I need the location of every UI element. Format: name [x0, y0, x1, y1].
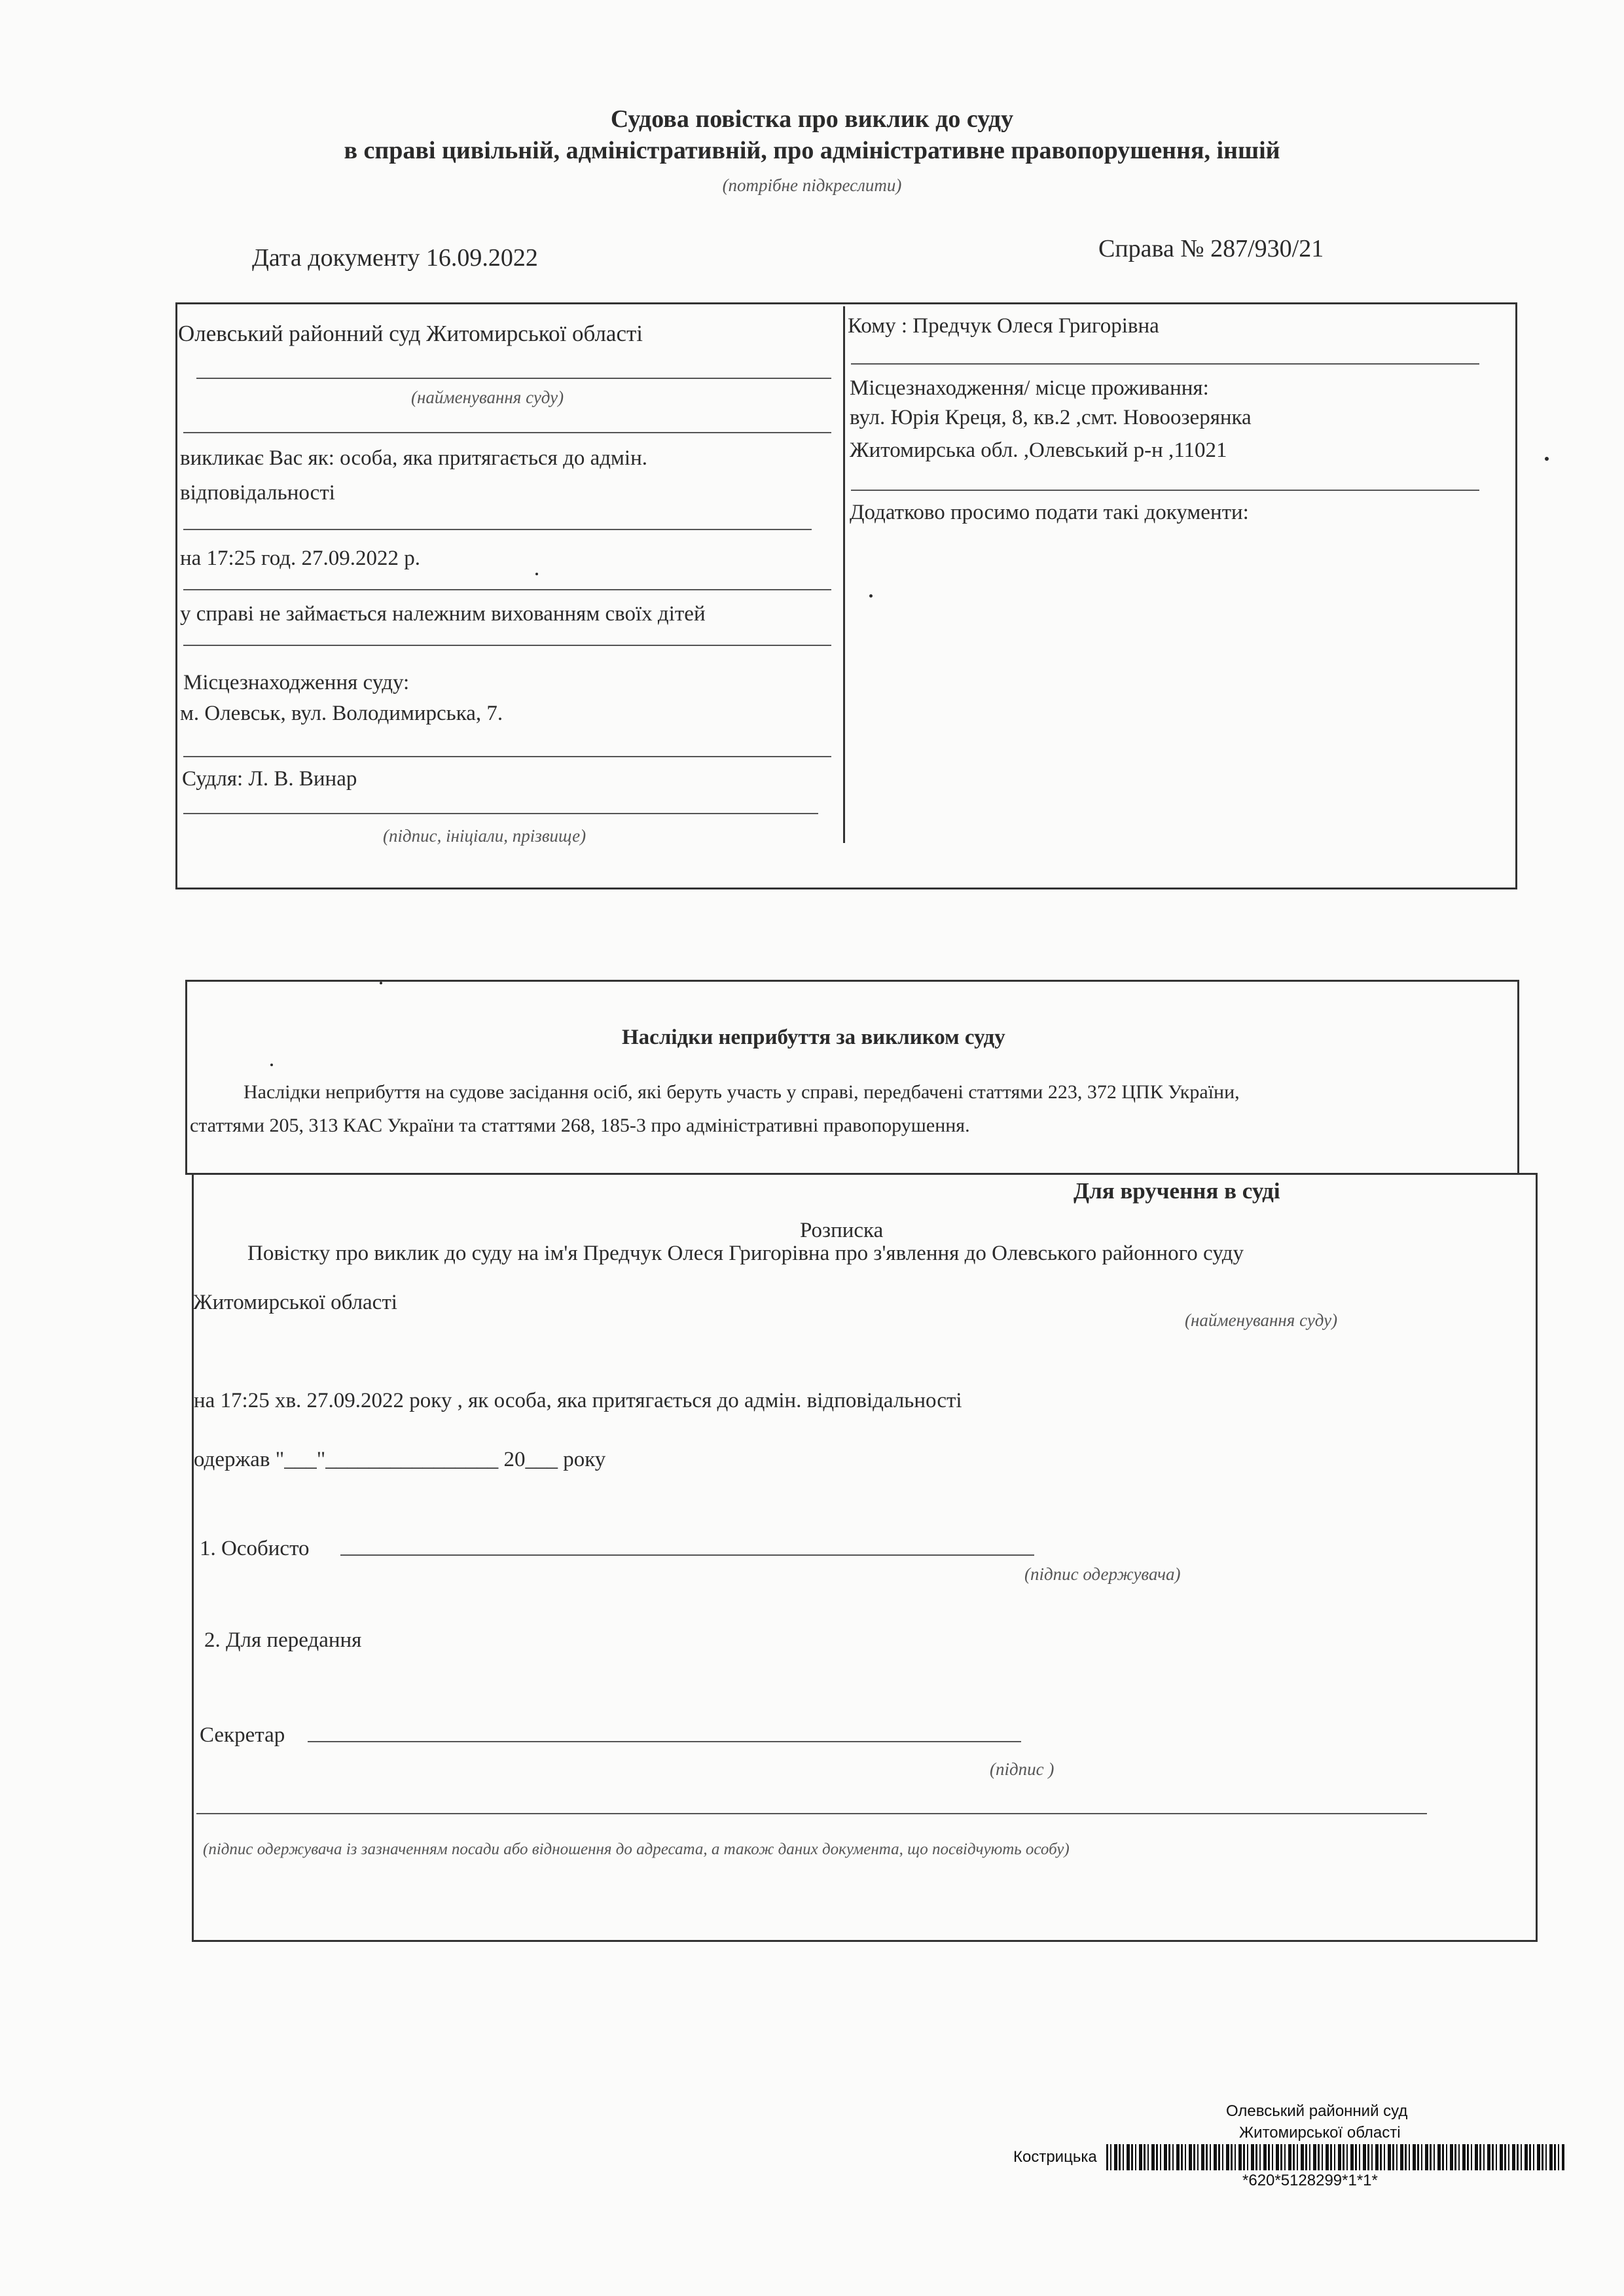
consequences-title: Наслідки неприбуття за викликом суду	[622, 1026, 1005, 1049]
secretary-signature-line	[308, 1741, 1021, 1742]
address-underline	[851, 490, 1479, 491]
document-subtitle: в справі цивільній, адміністративній, про адміністративне правопорушення, іншій	[344, 137, 1280, 164]
received-date-line: одержав "___"________________ 20___ року	[194, 1448, 606, 1471]
court-delivery-label: Для вручення в суді	[1074, 1178, 1280, 1204]
address-line-2: Житомирська обл. ,Олевський р-н ,11021	[850, 439, 1227, 462]
personal-hint: (підпис одержувача)	[1024, 1564, 1181, 1584]
barcode-number: *620*5128299*1*1*	[1242, 2172, 1378, 2189]
bottom-hint: (підпис одержувача із зазначенням посади або відношення до адресата, а також даних документа, що посвідчують особу)	[203, 1840, 1070, 1858]
consequences-text-line2: статтями 205, 313 КАС України та статтями 268, 185-3 про адміністративні правопорушення.	[190, 1115, 970, 1136]
court-location-label: Місцезнаходження суду:	[183, 671, 410, 694]
secretary-label: Секретар	[200, 1723, 285, 1747]
stamp-court-line2: Житомирської області	[1239, 2124, 1401, 2142]
title-hint: (потрібне підкреслити)	[722, 175, 902, 195]
judge-hint: (підпис, ініціали, прізвище)	[383, 826, 586, 846]
consequences-box	[185, 980, 1519, 1175]
personal-label: 1. Особисто	[200, 1537, 310, 1560]
scan-speck	[380, 982, 382, 984]
receipt-box	[192, 1173, 1538, 1942]
stamp-court-line1: Олевський районний суд	[1226, 2102, 1408, 2120]
recipient-name: Кому : Предчук Олеся Григорівна	[848, 314, 1159, 338]
address-line-1: вул. Юрія Креця, 8, кв.2 ,смт. Новоозерянка	[850, 406, 1252, 429]
scan-speck	[869, 594, 873, 598]
summons-role-line2: відповідальності	[180, 481, 335, 505]
clerk-name: Кострицька	[1013, 2148, 1097, 2166]
summons-role-underline	[183, 529, 812, 530]
summons-column-divider	[843, 306, 845, 843]
case-label: Справа №	[1098, 235, 1204, 262]
scan-speck	[270, 1064, 273, 1066]
scan-speck	[1545, 457, 1549, 461]
case-number-value: 287/930/21	[1210, 235, 1324, 262]
date-value: 16.09.2022	[425, 244, 538, 272]
case-subject-underline	[183, 645, 831, 646]
summons-box	[175, 302, 1517, 889]
receipt-court-hint: (найменування суду)	[1185, 1310, 1338, 1330]
recipient-underline	[851, 363, 1479, 365]
scan-speck	[535, 573, 538, 575]
hearing-time-underline	[183, 589, 831, 590]
court-hint-underline	[183, 432, 831, 433]
document-date	[252, 243, 538, 272]
court-name-hint: (найменування суду)	[411, 387, 564, 407]
summons-role-line1: викликає Вас як: особа, яка притягається до адмін.	[180, 446, 648, 470]
date-label: Дата документу	[252, 244, 420, 272]
secretary-hint: (підпис )	[990, 1759, 1055, 1779]
case-subject: у справі не займається належним вихованням своїх дітей	[180, 602, 706, 626]
case-number	[1098, 234, 1324, 263]
documents-request: Додатково просимо подати такі документи:	[850, 501, 1249, 524]
judge-underline	[183, 813, 818, 814]
court-name: Олевський районний суд Житомирської області	[178, 321, 643, 346]
receipt-hearing-line: на 17:25 хв. 27.09.2022 року , як особа, яка притягається до адмін. відповідальності	[194, 1389, 962, 1412]
hearing-time: на 17:25 год. 27.09.2022 р.	[180, 547, 421, 570]
consequences-text-line1: Наслідки неприбуття на судове засідання осіб, які беруть участь у справі, передбачені статтями 223, 372 ЦПК України,	[244, 1081, 1240, 1103]
court-address: м. Олевськ, вул. Володимирська, 7.	[180, 702, 503, 725]
court-name-underline	[196, 378, 831, 379]
barcode	[1106, 2144, 1564, 2170]
judge-name: Судля: Л. В. Винар	[182, 767, 357, 791]
receipt-text-line2: Житомирської області	[193, 1291, 397, 1314]
transfer-label: 2. Для передання	[204, 1628, 362, 1652]
court-address-underline	[183, 756, 831, 757]
document-title: Судова повістка про виклик до суду	[610, 105, 1014, 133]
receipt-title: Розписка	[800, 1219, 884, 1242]
residence-label: Місцезнаходження/ місце проживання:	[850, 376, 1209, 400]
personal-signature-line	[340, 1554, 1034, 1556]
receipt-text-line1: Повістку про виклик до суду на ім'я Предчук Олеся Григорівна про з'явлення до Олевського районного суду	[247, 1242, 1244, 1265]
bottom-signature-line	[196, 1813, 1427, 1814]
